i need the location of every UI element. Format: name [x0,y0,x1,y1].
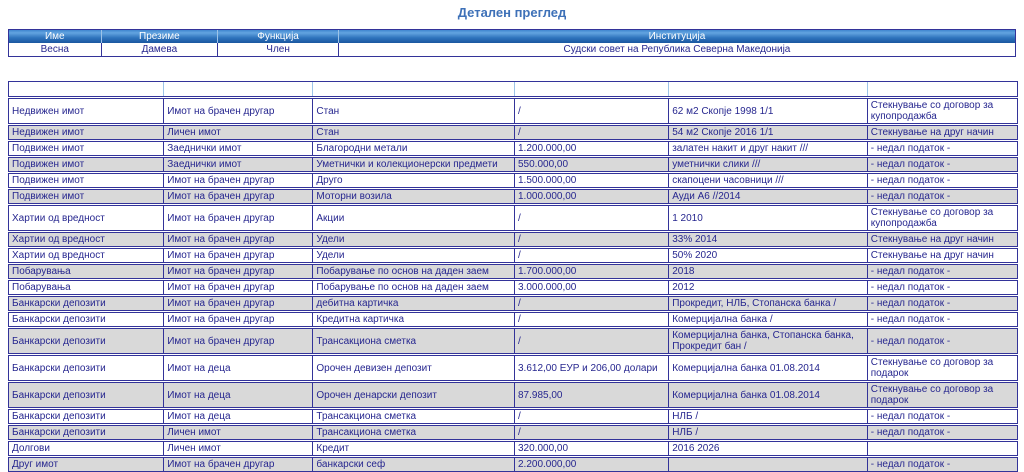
table-row [8,264,1018,279]
cell-karakteristika: Прокредит, НЛБ, Стопанска банка / [668,297,867,310]
cell-karakteristika: Комерцијална банка 01.08.2014 [668,383,867,407]
cell-karakteristika: залатен накит и друг накит /// [668,142,867,155]
cell-osnov: Стекнување на друг начин [867,126,1017,139]
cell-osnov: Стекнување со договор за купопродажба [867,99,1017,123]
cell-tip-imot: Акции [312,206,514,230]
person-header-surname: Презиме [101,30,218,43]
cell-imot: Подвижен имот [12,143,85,154]
cell-vrednost: / [514,297,668,310]
cell-vrednost: / [514,426,668,439]
cell-imot: Банкарски депозити [12,335,106,347]
assets-table [8,81,1016,472]
cell-osnov: - недал податок - [867,158,1017,171]
cell-imot: Друг имот [12,459,59,470]
cell-sopstvenost: Имот на брачен другар [163,206,312,230]
cell-karakteristika: НЛБ / [668,426,867,439]
cell-tip-imot: Побарување по основ на даден заем [312,281,514,294]
cell-osnov: Стекнување со договор за подарок [867,356,1017,380]
person-function-value: Член [217,43,338,56]
assets-header-osnov: Основ на стекнување [867,82,1017,96]
cell-osnov: Стекнување со договор за подарок [867,383,1017,407]
cell-vrednost: / [514,329,668,353]
assets-header-imot: Имот [12,83,36,94]
table-row [8,141,1018,156]
table-row [8,125,1018,140]
cell-tip-imot: дебитна картичка [312,297,514,310]
cell-osnov: Стекнување на друг начин [867,249,1017,262]
cell-sopstvenost: Личен имот [163,126,312,139]
table-row [8,205,1018,231]
cell-imot: Банкарски депозити [12,298,106,309]
cell-karakteristika: Комерцијална банка, Стопанска банка, Прокредит бан / [668,329,867,353]
cell-imot: Хартии од вредност [12,234,105,245]
cell-tip-imot: Орочен денарски депозит [312,383,514,407]
cell-vrednost: 87.985,00 [514,383,668,407]
table-row [8,98,1018,124]
cell-vrednost: / [514,126,668,139]
cell-osnov: - недал податок - [867,190,1017,203]
person-surname-value: Дамева [101,43,218,56]
assets-header-sopstvenost: Сопственост [163,82,312,96]
person-institution-value: Судски совет на Република Северна Македонија [338,43,1015,56]
cell-sopstvenost: Имот на брачен другар [163,329,312,353]
cell-imot: Банкарски депозити [12,411,106,422]
person-info-table [8,29,1016,57]
cell-tip-imot: Трансакциона сметка [312,426,514,439]
cell-sopstvenost: Имот на деца [163,356,312,380]
cell-tip-imot: Кредитна картичка [312,313,514,326]
cell-osnov: - недал податок - [867,265,1017,278]
person-name-value: Весна [9,43,101,56]
table-row [8,355,1018,381]
table-row [8,457,1018,472]
cell-imot: Хартии од вредност [12,250,105,261]
cell-vrednost: 3.000.000,00 [514,281,668,294]
table-row [8,280,1018,295]
cell-imot: Банкарски депозити [12,362,106,374]
cell-imot: Недвижен имот [12,105,85,117]
assets-header-vrednost: Вредност [514,82,668,96]
cell-imot: Долгови [12,443,50,454]
cell-vrednost: 550.000,00 [514,158,668,171]
cell-imot: Недвижен имот [12,127,85,138]
cell-vrednost: / [514,233,668,246]
cell-karakteristika: 62 м2 Скопје 1998 1/1 [668,99,867,123]
cell-osnov: - недал податок - [867,313,1017,326]
cell-imot: Побарувања [12,266,71,277]
cell-tip-imot: Благородни метали [312,142,514,155]
table-row [8,189,1018,204]
cell-sopstvenost: Имот на брачен другар [163,281,312,294]
cell-osnov: - недал податок - [867,142,1017,155]
cell-karakteristika: 2016 2026 [668,442,867,455]
table-row [8,157,1018,172]
cell-sopstvenost: Заеднички имот [163,158,312,171]
table-row [8,409,1018,424]
cell-karakteristika: Комерцијална банка 01.08.2014 [668,356,867,380]
cell-sopstvenost: Имот на брачен другар [163,233,312,246]
cell-osnov: - недал податок - [867,297,1017,310]
cell-tip-imot: Кредит [312,442,514,455]
cell-osnov [867,442,1017,455]
page-title: Детален преглед [457,5,567,20]
cell-sopstvenost: Имот на деца [163,383,312,407]
cell-osnov: - недал податок - [867,426,1017,439]
cell-imot: Банкарски депозити [12,427,106,438]
cell-sopstvenost: Имот на брачен другар [163,249,312,262]
cell-imot: Хартии од вредност [12,212,105,224]
cell-karakteristika: Комерцијална банка / [668,313,867,326]
person-table-values-row [9,43,1015,56]
cell-sopstvenost: Имот на брачен другар [163,174,312,187]
cell-vrednost: / [514,206,668,230]
cell-karakteristika: 1 2010 [668,206,867,230]
table-row [8,441,1018,456]
cell-sopstvenost: Имот на брачен другар [163,313,312,326]
table-row [8,312,1018,327]
person-header-institution: Институција [338,30,1015,43]
cell-vrednost: / [514,313,668,326]
cell-osnov: - недал податок - [867,174,1017,187]
cell-tip-imot: Удели [312,249,514,262]
cell-sopstvenost: Имот на деца [163,410,312,423]
cell-karakteristika: уметнички слики /// [668,158,867,171]
cell-karakteristika: НЛБ / [668,410,867,423]
cell-imot: Подвижен имот [12,159,85,170]
cell-sopstvenost: Имот на брачен другар [163,297,312,310]
table-row [8,328,1018,354]
cell-osnov: Стекнување на друг начин [867,233,1017,246]
cell-sopstvenost: Личен имот [163,426,312,439]
cell-karakteristika: скапоцени часовници /// [668,174,867,187]
cell-tip-imot: Друго [312,174,514,187]
cell-vrednost: 3.612,00 ЕУР и 206,00 долари [514,356,668,380]
cell-tip-imot: банкарски сеф [312,458,514,471]
cell-imot: Побарувања [12,282,71,293]
cell-sopstvenost: Заеднички имот [163,142,312,155]
cell-osnov: Стекнување со договор за купопродажба [867,206,1017,230]
cell-tip-imot: Уметнички и колекционерски предмети [312,158,514,171]
cell-osnov: - недал податок - [867,281,1017,294]
cell-imot: Подвижен имот [12,191,85,202]
cell-osnov: - недал податок - [867,329,1017,353]
table-row [8,382,1018,408]
cell-vrednost: 1.200.000,00 [514,142,668,155]
cell-karakteristika: 2012 [668,281,867,294]
cell-vrednost: / [514,249,668,262]
cell-imot: Банкарски депозити [12,314,106,325]
table-row [8,173,1018,188]
cell-karakteristika [668,458,867,471]
cell-osnov: - недал податок - [867,410,1017,423]
cell-vrednost: 1.500.000,00 [514,174,668,187]
cell-vrednost: 1.000.000,00 [514,190,668,203]
cell-imot: Подвижен имот [12,175,85,186]
table-row [8,232,1018,247]
cell-sopstvenost: Имот на брачен другар [163,265,312,278]
table-row [8,248,1018,263]
table-row [8,296,1018,311]
cell-osnov: - недал податок - [867,458,1017,471]
cell-tip-imot: Трансакциона сметка [312,410,514,423]
cell-vrednost: 1.700.000,00 [514,265,668,278]
cell-vrednost: / [514,410,668,423]
person-table-header-row [9,30,1015,43]
cell-karakteristika: 50% 2020 [668,249,867,262]
cell-sopstvenost: Имот на брачен другар [163,99,312,123]
cell-tip-imot: Удели [312,233,514,246]
cell-sopstvenost: Имот на брачен другар [163,458,312,471]
person-header-name: Име [9,30,101,43]
cell-tip-imot: Стан [312,126,514,139]
assets-table-header-row [8,81,1018,97]
cell-sopstvenost: Личен имот [163,442,312,455]
cell-vrednost: 320.000,00 [514,442,668,455]
assets-header-tip-imot: Тип имот [312,82,514,96]
person-header-function: Функција [217,30,338,43]
assets-table-body [8,98,1016,472]
cell-vrednost: 2.200.000,00 [514,458,668,471]
cell-vrednost: / [514,99,668,123]
cell-karakteristika: Ауди А6 //2014 [668,190,867,203]
cell-tip-imot: Побарување по основ на даден заем [312,265,514,278]
cell-karakteristika: 33% 2014 [668,233,867,246]
cell-tip-imot: Трансакциона сметка [312,329,514,353]
cell-tip-imot: Стан [312,99,514,123]
cell-imot: Банкарски депозити [12,389,106,401]
cell-karakteristika: 54 м2 Скопје 2016 1/1 [668,126,867,139]
cell-tip-imot: Моторни возила [312,190,514,203]
cell-karakteristika: 2018 [668,265,867,278]
table-row [8,425,1018,440]
cell-tip-imot: Орочен девизен депозит [312,356,514,380]
assets-header-karakteristika: Карактеристика [668,82,867,96]
cell-sopstvenost: Имот на брачен другар [163,190,312,203]
